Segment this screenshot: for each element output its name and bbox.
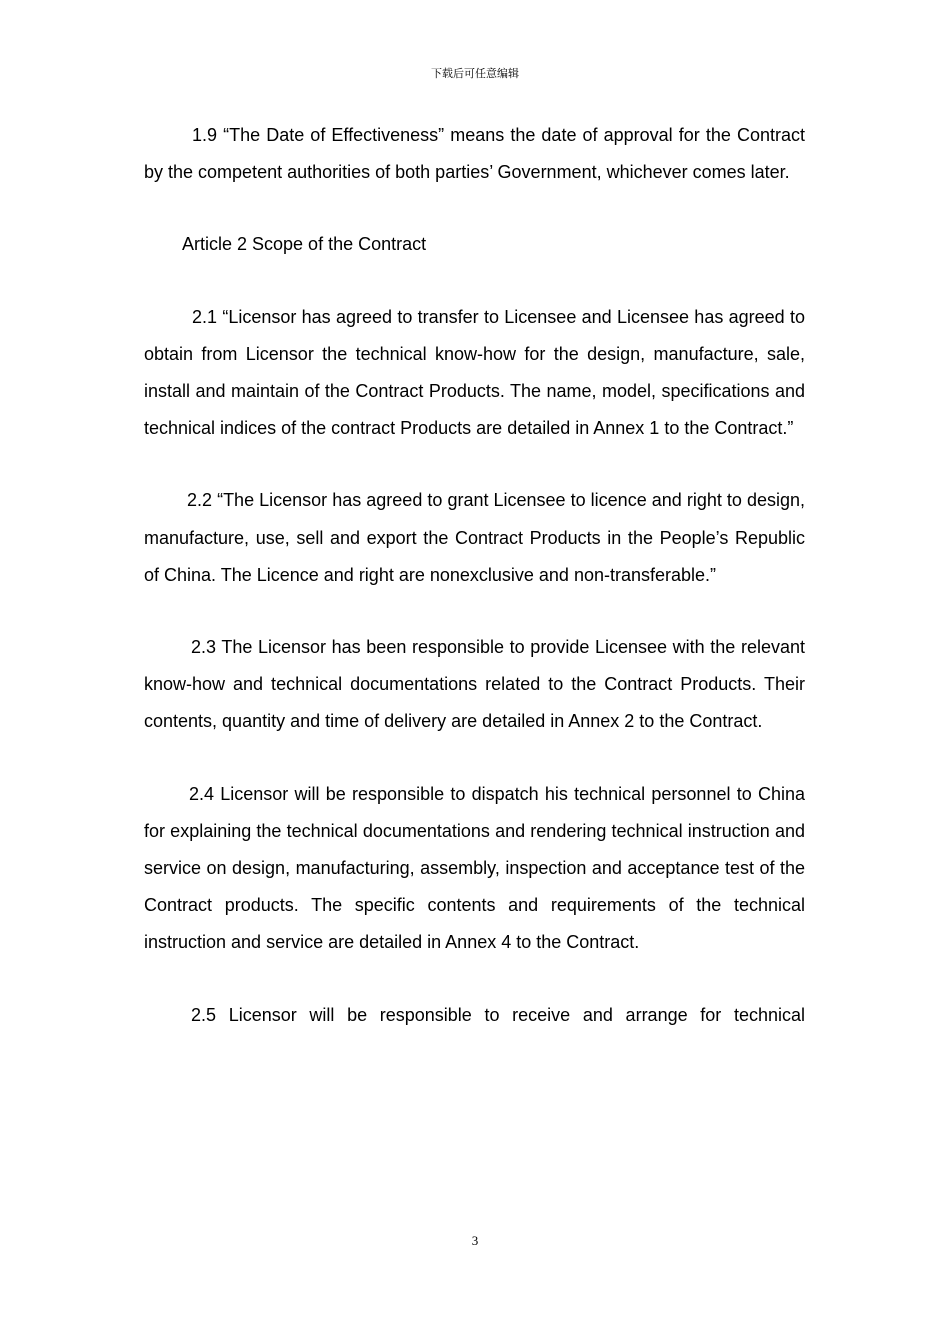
page-header: 下载后可任意编辑 [431,67,519,80]
clause-2-3: 2.3 The Licensor has been responsible to provide Licensee with the relevant know-how and technical documentations related to the Contract Products. Their contents, quantity and time of delivery are detailed in Annex 2 to the Contract. [144,637,805,732]
clause-2-4: 2.4 Licensor will be responsible to dispatch his technical personnel to China for explaining the technical documentations and rendering technical instruction and service on design, manufacturing, assembly, inspection and acceptance test of the Contract products. The specific contents and requirements of the technical instruction and service are detailed in Annex 4 to the Contract. [144,783,805,953]
clause-1-9: 1.9 “The Date of Effectiveness” means the date of approval for the Contract by the competent authorities of both parties’ Government, whichever comes later. [144,125,805,183]
clause-2-1: 2.1 “Licensor has agreed to transfer to Licensee and Licensee has agreed to obtain from Licensor the technical know-how for the design, manufacture, sale, install and maintain of the Contract Products. The name, model, specifications and technical indices of the contract Products are detailed in Annex 1 to the Contract.” [144,306,805,439]
clause-2-2: 2.2 “The Licensor has agreed to grant Licensee to licence and right to design, manufacture, use, sell and export the Contract Products in the People’s Republic of China. The Licence and right are nonexclusive and non-transferable.” [144,490,805,585]
document-body [144,117,805,1069]
clause-2-5: 2.5 Licensor will be responsible to receive and arrange for technical [191,1004,805,1025]
page-number: 3 [471,1233,479,1248]
article-2-heading: Article 2 Scope of the Contract [182,234,427,255]
